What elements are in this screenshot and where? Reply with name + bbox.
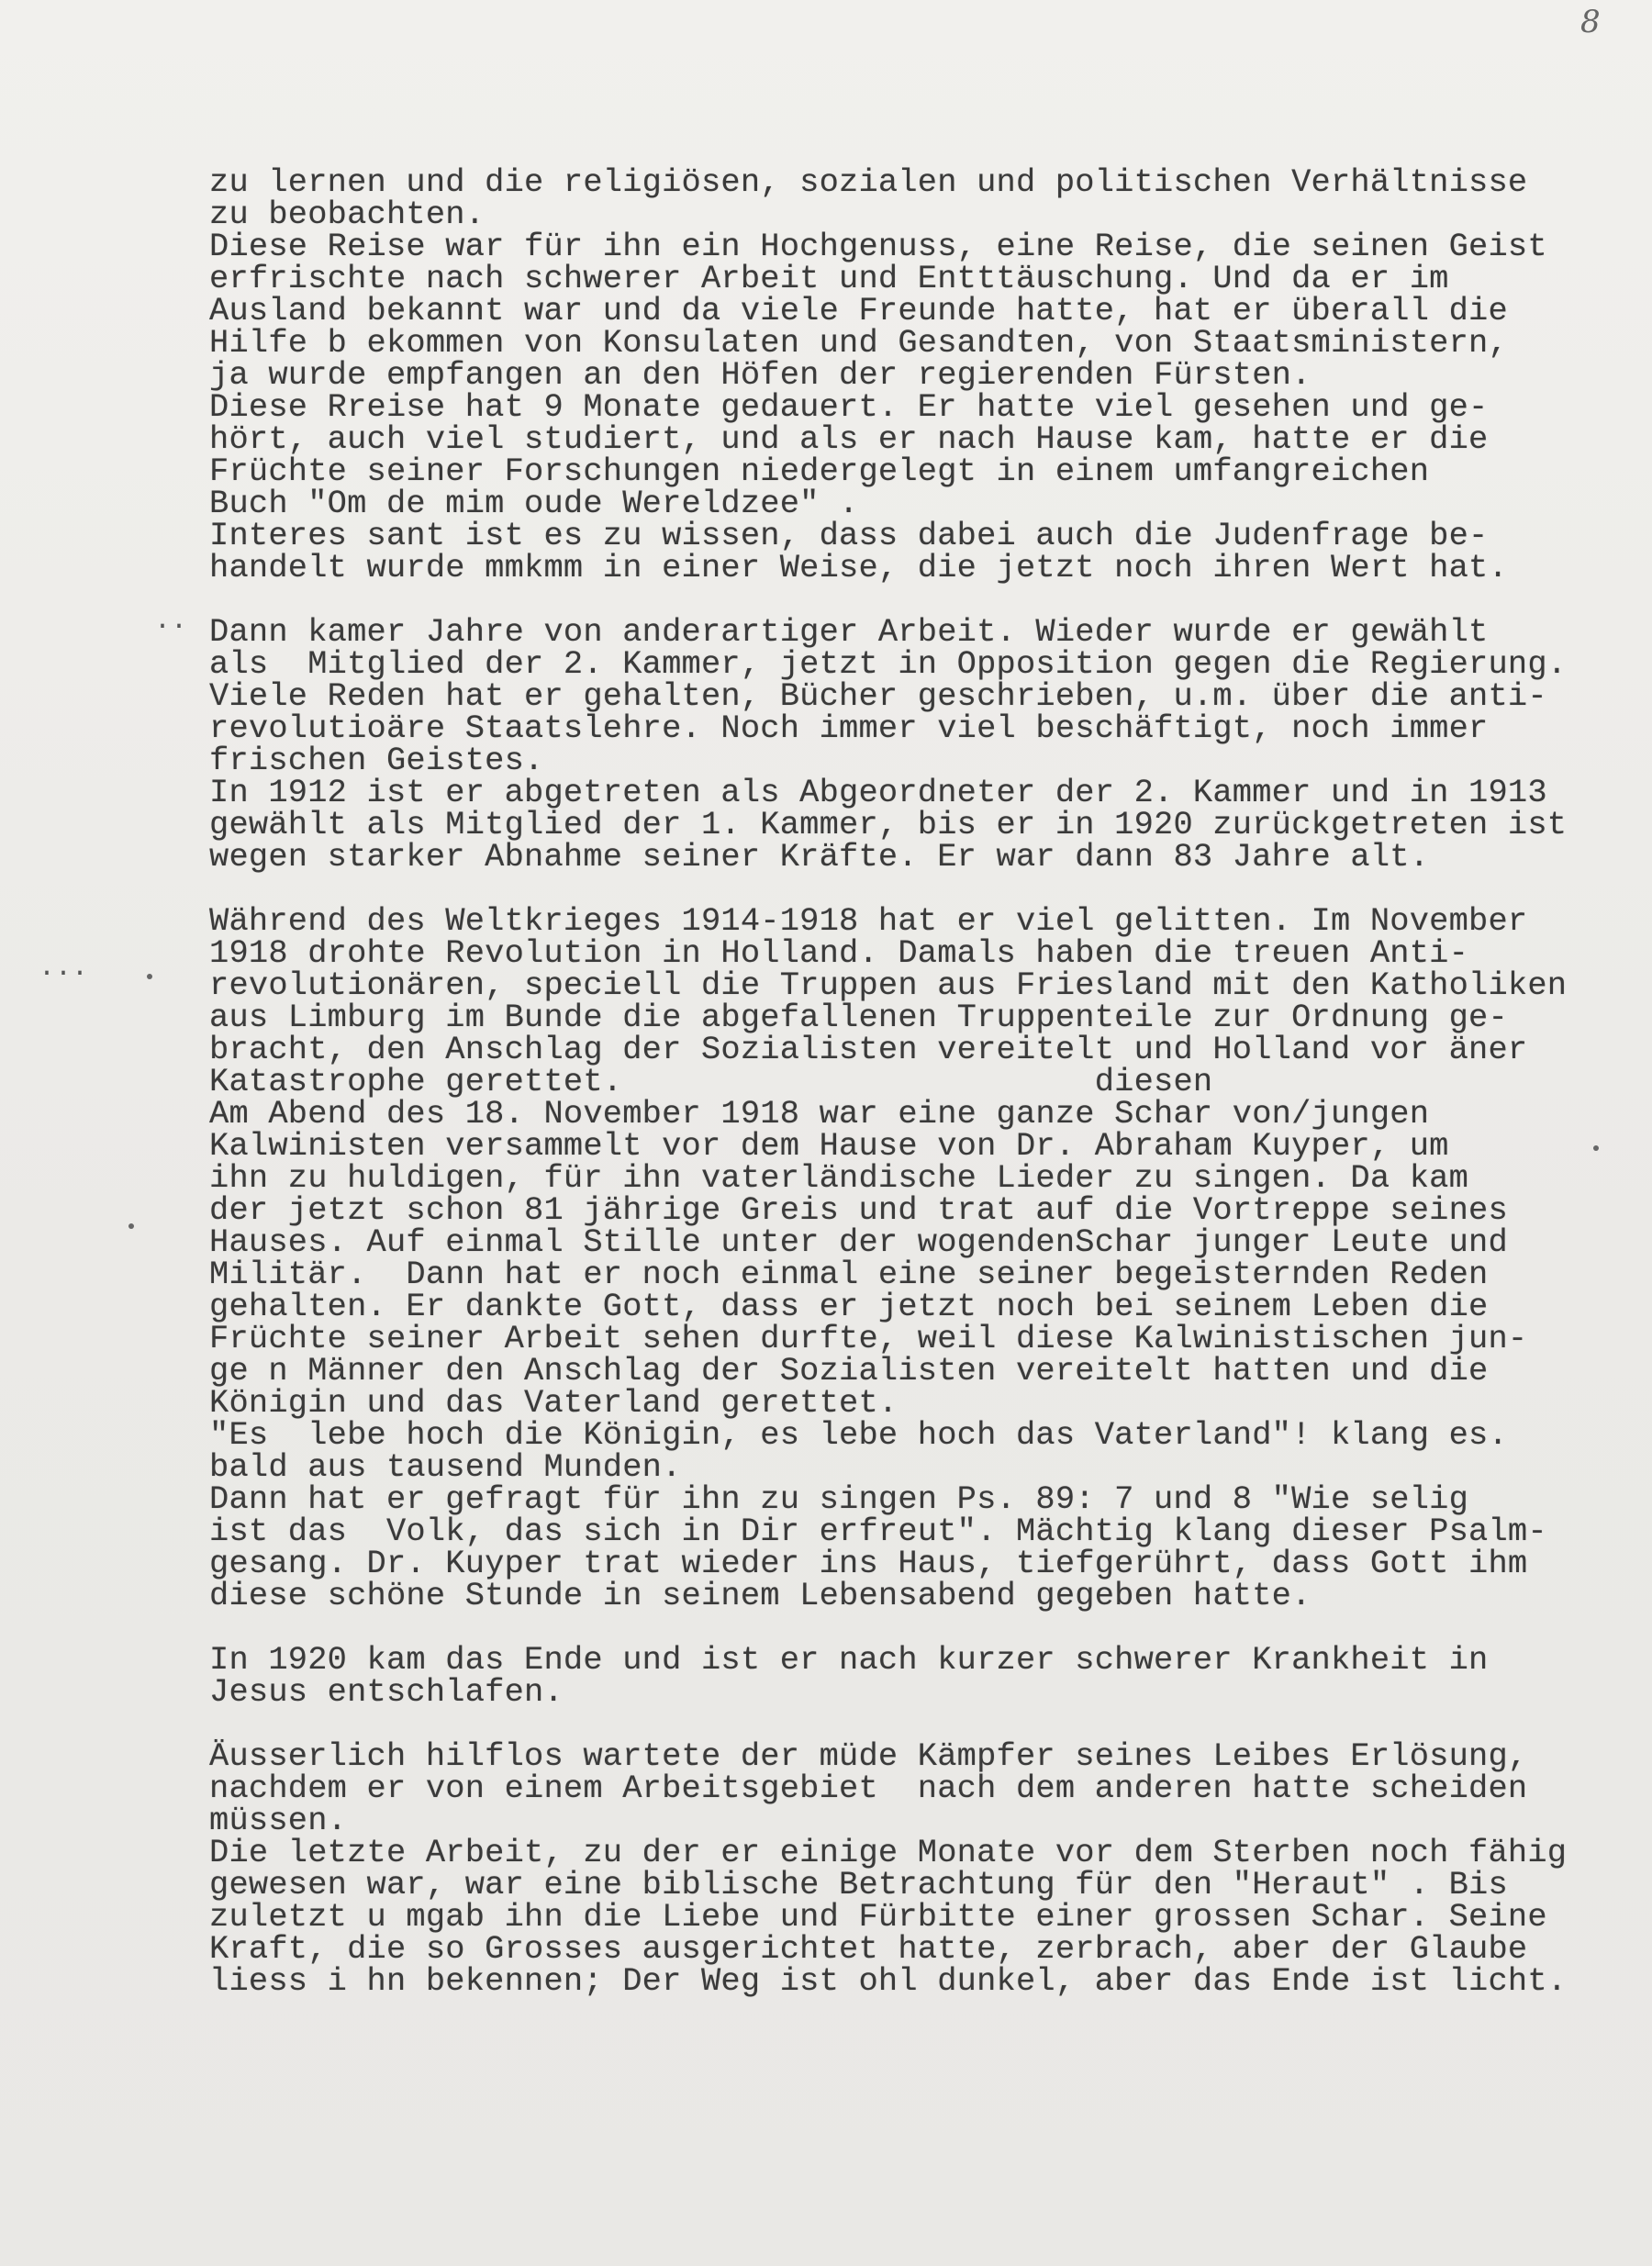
text-line: nachdem er von einem Arbeitsgebiet nach dem anderen hatte scheiden <box>209 1770 1528 1807</box>
margin-mark: ... <box>39 953 89 984</box>
text-line: zuletzt u mgab ihn die Liebe und Fürbitte einer grossen Schar. Seine <box>209 1899 1547 1936</box>
paragraph-gap <box>209 1709 1641 1741</box>
text-line: Hauses. Auf einmal Stille unter der wogendenSchar junger Leute und <box>209 1224 1508 1261</box>
paragraph <box>209 1738 1641 2000</box>
text-line: Dann kamer Jahre von anderartiger Arbeit. Wieder wurde er gewählt <box>209 614 1489 651</box>
text-line: zu beobachten. <box>209 196 486 233</box>
paragraph <box>209 614 1641 876</box>
body-text <box>209 164 1641 2000</box>
text-line: erfrischte nach schwerer Arbeit und Entttäuschung. Und da er im <box>209 261 1449 297</box>
text-line: gewählt als Mitglied der 1. Kammer, bis er in 1920 zurückgetreten ist <box>209 807 1568 843</box>
margin-dot <box>128 1223 134 1229</box>
text-line: Ausland bekannt war und da viele Freunde hatte, hat er überall die <box>209 293 1508 329</box>
text-line: In 1920 kam das Ende und ist er nach kurzer schwerer Krankheit in <box>209 1642 1489 1679</box>
text-line: zu lernen und die religiösen, sozialen und politischen Verhältnisse <box>209 164 1528 201</box>
text-line: Dann hat er gefragt für ihn zu singen Ps. 89: 7 und 8 "Wie selig <box>209 1481 1469 1518</box>
margin-mark: .. <box>154 606 188 637</box>
text-line: gehalten. Er dankte Gott, dass er jetzt noch bei seinem Leben die <box>209 1289 1489 1325</box>
paragraph-gap <box>209 874 1641 906</box>
text-line: Militär. Dann hat er noch einmal eine seiner begeisternden Reden <box>209 1256 1489 1293</box>
text-line: Viele Reden hat er gehalten, Bücher geschrieben, u.m. über die anti- <box>209 678 1547 715</box>
text-line: müssen. <box>209 1803 348 1839</box>
text-line: Während des Weltkrieges 1914-1918 hat er viel gelitten. Im November <box>209 903 1528 940</box>
text-line: 1918 drohte Revolution in Holland. Damals haben die treuen Anti- <box>209 935 1469 972</box>
text-line: Früchte seiner Arbeit sehen durfte, weil diese Kalwinistischen jun- <box>209 1321 1528 1357</box>
text-line: Königin und das Vaterland gerettet. <box>209 1385 899 1422</box>
text-line: aus Limburg im Bunde die abgefallenen Truppenteile zur Ordnung ge- <box>209 999 1508 1036</box>
text-line: In 1912 ist er abgetreten als Abgeordneter der 2. Kammer und in 1913 <box>209 775 1547 811</box>
text-line: revolutioäre Staatslehre. Noch immer viel beschäftigt, noch immer <box>209 710 1489 747</box>
text-line: als Mitglied der 2. Kammer, jetzt in Opposition gegen die Regierung. <box>209 646 1568 683</box>
text-line: "Es lebe hoch die Königin, es lebe hoch das Vaterland"! klang es. <box>209 1417 1508 1454</box>
text-line: Äusserlich hilflos wartete der müde Kämpfer seines Leibes Erlösung, <box>209 1738 1528 1775</box>
text-line: Jesus entschlafen. <box>209 1674 564 1711</box>
paragraph-gap <box>209 1613 1641 1645</box>
text-line: wegen starker Abnahme seiner Kräfte. Er war dann 83 Jahre alt. <box>209 839 1430 876</box>
text-line: ist das Volk, das sich in Dir erfreut". Mächtig klang dieser Psalm- <box>209 1513 1547 1550</box>
text-line: Katastrophe gerettet. diesen <box>209 1064 1213 1100</box>
text-line: Interes sant ist es zu wissen, dass dabei auch die Judenfrage be- <box>209 518 1489 554</box>
text-line: Die letzte Arbeit, zu der er einige Monate vor dem Sterben noch fähig <box>209 1835 1568 1871</box>
text-line: Buch "Om de mim oude Wereldzee" . <box>209 486 859 522</box>
text-line: ja wurde empfangen an den Höfen der regierenden Fürsten. <box>209 357 1312 394</box>
text-line: liess i hn bekennen; Der Weg ist ohl dunkel, aber das Ende ist licht. <box>209 1963 1568 2000</box>
text-line: bracht, den Anschlag der Sozialisten vereitelt und Holland vor äner <box>209 1032 1528 1068</box>
text-line: diese schöne Stunde in seinem Lebensabend gegeben hatte. <box>209 1578 1312 1614</box>
paragraph <box>209 903 1641 1614</box>
paragraph <box>209 164 1641 586</box>
text-line: Am Abend des 18. November 1918 war eine ganze Schar von/jungen <box>209 1096 1430 1133</box>
text-line: ihn zu huldigen, für ihn vaterländische Lieder zu singen. Da kam <box>209 1160 1469 1197</box>
text-line: gewesen war, war eine biblische Betrachtung für den "Heraut" . Bis <box>209 1867 1508 1903</box>
paragraph <box>209 1642 1641 1711</box>
page-number: 8 <box>1580 4 1601 40</box>
text-line: handelt wurde mmkmm in einer Weise, die jetzt noch ihren Wert hat. <box>209 550 1508 586</box>
text-line: gesang. Dr. Kuyper trat wieder ins Haus, tiefgerührt, dass Gott ihm <box>209 1546 1528 1582</box>
margin-dot <box>147 974 152 979</box>
text-line: revolutionären, speciell die Truppen aus Friesland mit den Katholiken <box>209 967 1568 1004</box>
paragraph-gap <box>209 585 1641 617</box>
text-line: hört, auch viel studiert, und als er nach Hause kam, hatte er die <box>209 421 1489 458</box>
text-line: Diese Reise war für ihn ein Hochgenuss, eine Reise, die seinen Geist <box>209 229 1547 265</box>
text-line: Diese Rreise hat 9 Monate gedauert. Er hatte viel gesehen und ge- <box>209 389 1489 426</box>
text-line: Kalwinisten versammelt vor dem Hause von Dr. Abraham Kuyper, um <box>209 1128 1449 1165</box>
text-line: Hilfe b ekommen von Konsulaten und Gesandten, von Staatsministern, <box>209 325 1508 362</box>
text-line: bald aus tausend Munden. <box>209 1449 682 1486</box>
text-line: Kraft, die so Grosses ausgerichtet hatte, zerbrach, aber der Glaube <box>209 1931 1528 1968</box>
text-line: der jetzt schon 81 jährige Greis und trat auf die Vortreppe seines <box>209 1192 1508 1229</box>
text-line: frischen Geistes. <box>209 742 544 779</box>
text-line: Früchte seiner Forschungen niedergelegt in einem umfangreichen <box>209 453 1430 490</box>
text-line: ge n Männer den Anschlag der Sozialisten vereitelt hatten und die <box>209 1353 1489 1390</box>
